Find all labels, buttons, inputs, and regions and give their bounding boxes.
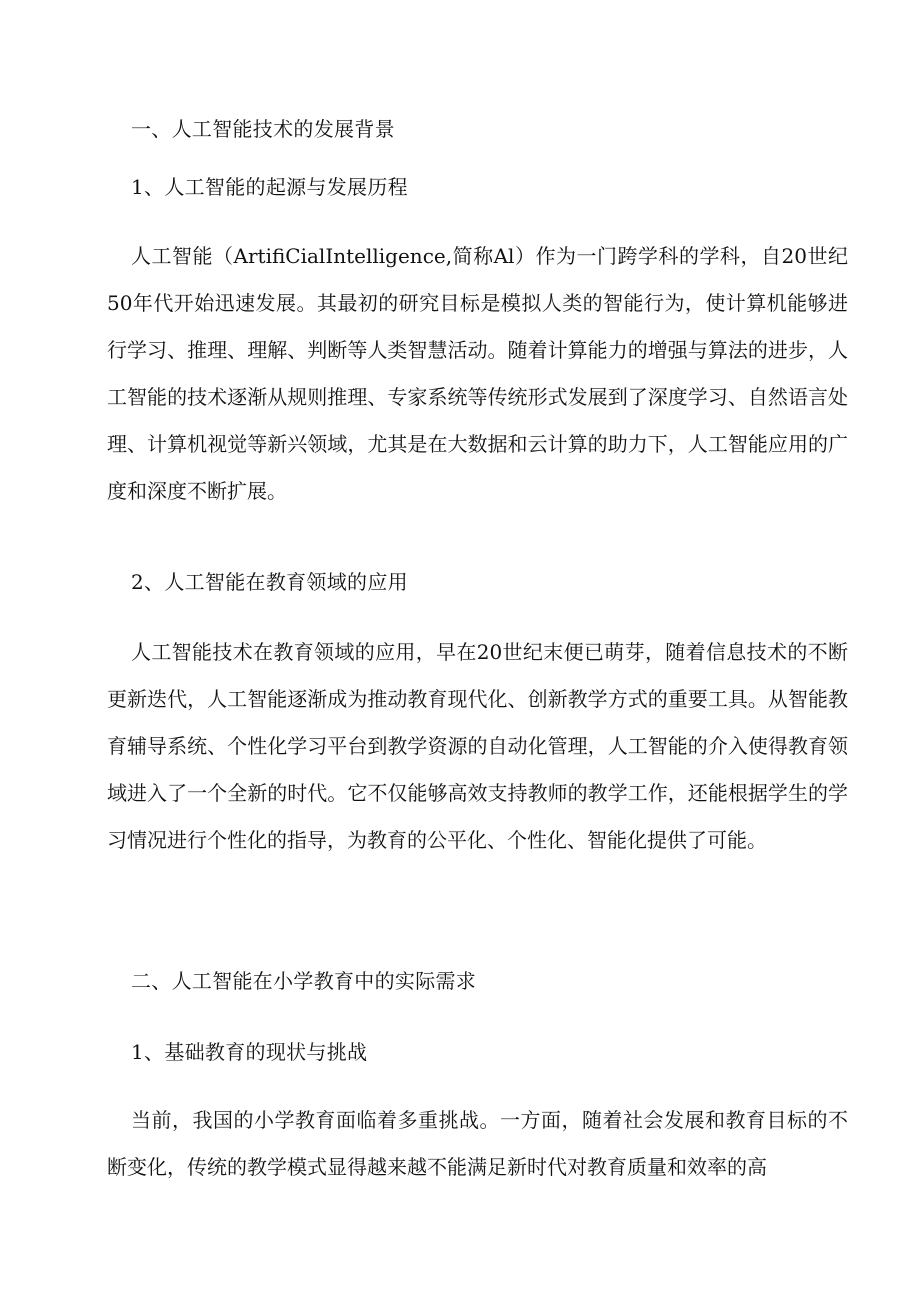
- section-heading-2: 二、人工智能在小学教育中的实际需求: [131, 969, 477, 993]
- paragraph-origin-history: 人工智能（ArtifiCialIntelligence,简称Al）作为一门跨学科的学科，自20世纪50年代开始迅速发展。其最初的研究目标是模拟人类的智能行为，使计算机能够进行学习、推理、理解、判断等人类智慧活动。随着计算能力的增强与算法的进步，人工智能的技术逐渐从规则推理、专家系统等传统形式发展到了深度学习、自然语言处理、计算机视觉等新兴领域，尤其是在大数据和云计算的助力下，人工智能应用的广度和深度不断扩展。: [107, 244, 848, 503]
- paragraph-education-application: 人工智能技术在教育领域的应用，早在20世纪末便已萌芽，随着信息技术的不断更新迭代，人工智能逐渐成为推动教育现代化、创新教学方式的重要工具。从智能教育辅导系统、个性化学习平台到教学资源的自动化管理，人工智能的介入使得教育领域进入了一个全新的时代。它不仅能够高效支持教师的教学工作，还能根据学生的学习情况进行个性化的指导，为教育的公平化、个性化、智能化提供了可能。: [107, 640, 848, 852]
- subsection-heading-1-1: 1、人工智能的起源与发展历程: [131, 175, 408, 199]
- section-heading-1: 一、人工智能技术的发展背景: [131, 117, 395, 141]
- subsection-heading-2-1: 1、基础教育的现状与挑战: [131, 1040, 368, 1064]
- paragraph-current-challenges: 当前，我国的小学教育面临着多重挑战。一方面，随着社会发展和教育目标的不断变化，传统的教学模式显得越来越不能满足新时代对教育质量和效率的高: [107, 1108, 848, 1179]
- subsection-heading-1-2: 2、人工智能在教育领域的应用: [131, 570, 408, 594]
